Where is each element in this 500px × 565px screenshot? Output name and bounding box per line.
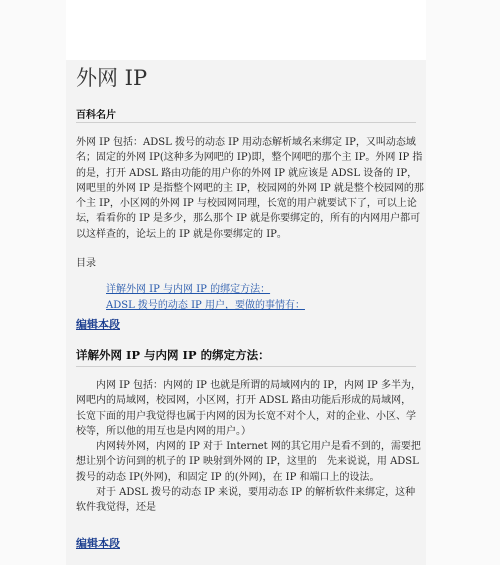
edit-section-link-2[interactable]: 编辑本段 bbox=[76, 537, 120, 550]
left-margin bbox=[0, 0, 66, 565]
edit-section-link[interactable]: 编辑本段 bbox=[76, 318, 120, 331]
section-label: 百科名片 bbox=[76, 110, 116, 121]
paragraph: 对于 ADSL 拨号的动态 IP 来说，要用动态 IP 的解析软件来绑定，这种软件我觉得，还是 bbox=[76, 487, 416, 514]
paragraph: 内网 IP 包括：内网的 IP 也就是所谓的局域网内的 IP，内网 IP 多半为，网吧内的局域网，校园网，小区网，打开 ADSL 路由功能后形成的局域网，长宽下面的用户我觉得也属于内网的因为长宽不对个人，对的企业、小区、学校等，所以他的用互也是内网的用户。） bbox=[76, 380, 421, 437]
toc-title: 目录 bbox=[76, 258, 96, 269]
intro-paragraph: 外网 IP 包括：ADSL 拨号的动态 IP 用动态解析域名来绑定 IP，又叫动态域名；固定的外网 IP(这种多为网吧的 IP)即，整个网吧的那个主 IP。外网 IP 指的是，打开 ADSL 路由功能的用户你的外网 IP 就应该是 ADSL 设备的 IP，网吧里的外网 IP 是指整个网吧的主 IP，校园网的外网 IP 就是整个校园网的那个主 IP，小区网的外网 IP 与校园网同理，长宽的用户就要试下了，可以上论坛，看看你的 IP 是多少，那么那个 IP 就是你要绑定的，所有的内网用户都可以这样查的，论坛上的 IP 就是你要绑定的 IP。 bbox=[76, 137, 424, 240]
toc-item-2[interactable]: ADSL 拨号的动态 IP 用户，要做的事情有： bbox=[106, 300, 305, 311]
toc-item-1[interactable]: 详解外网 IP 与内网 IP 的绑定方法： bbox=[106, 284, 271, 295]
section-heading: 详解外网 IP 与内网 IP 的绑定方法： bbox=[76, 348, 270, 362]
divider bbox=[76, 366, 416, 367]
right-margin bbox=[426, 0, 500, 565]
section-body bbox=[76, 378, 421, 516]
paragraph: 内网转外网，内网的 IP 对于 Internet 网的其它用户是看不到的，需要把想让别个访问到的机子的 IP 映射到外网的 IP，这里的 先来说说，用 ADSL 拨号的动态 IP(外网)，和固定 IP 的(外网)，在 IP 和端口上的设法。 bbox=[76, 441, 421, 483]
page-title: 外网 IP bbox=[76, 66, 148, 90]
divider bbox=[76, 122, 416, 123]
